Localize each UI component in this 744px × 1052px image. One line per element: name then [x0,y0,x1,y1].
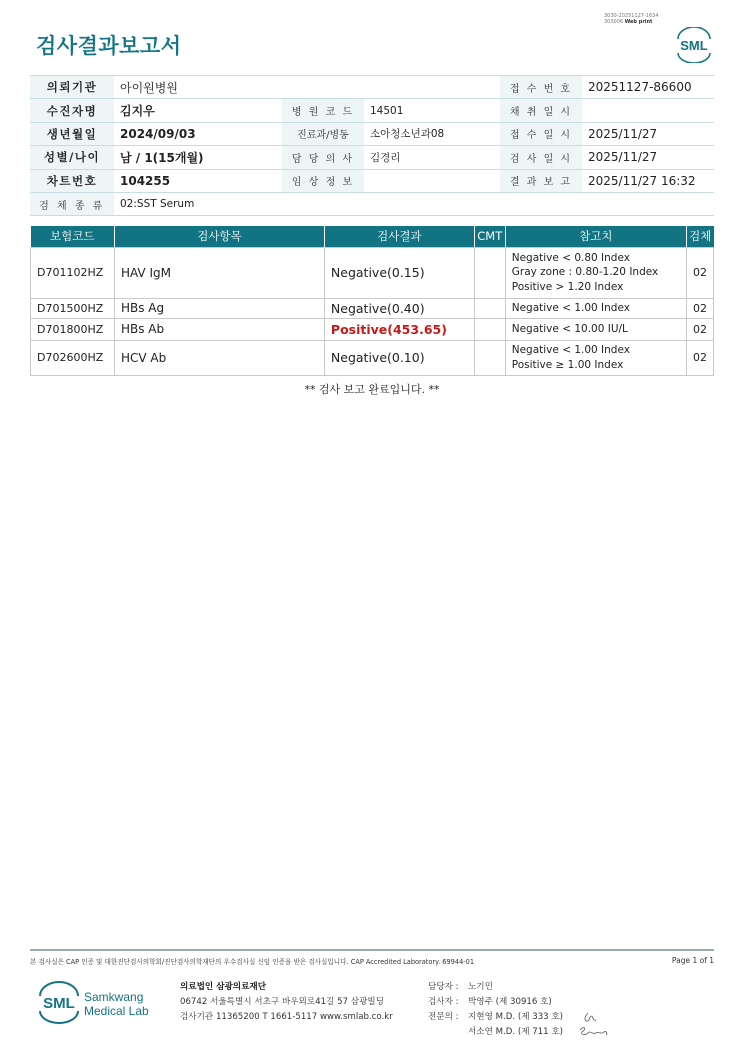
print-meta-line2 [604,19,659,25]
cell-item: HBs Ab [114,318,324,340]
web-print-label: Web print [624,19,653,25]
label-received-time: 접 수 일 시 [500,122,582,145]
cell-item: HBs Ag [114,298,324,318]
info-row [30,192,714,215]
col-header-specimen: 검체 [687,226,714,247]
value-accession-no: 20251127-86600 [582,76,714,99]
value-chart-no: 104255 [114,169,282,192]
cell-specimen: 02 [687,247,714,298]
organization-info [180,980,393,1025]
sml-logo-text: SML [43,995,75,1012]
col-header-cmt: CMT [474,226,505,247]
info-row [30,122,714,145]
staff-role: 담당자 : [428,982,459,992]
label-sex-age: 성별/나이 [30,146,114,169]
results-header-row [31,226,714,247]
info-row [30,76,714,99]
label-physician: 담 당 의 사 [282,146,364,169]
value-sex-age: 남 / 1(15개월) [114,146,282,169]
cell-cmt [474,318,505,340]
col-header-test-item: 검사항목 [114,226,324,247]
org-name: 의료법인 삼광의료재단 [180,982,267,992]
label-department: 진료과/병동 [282,122,364,145]
cell-cmt [474,340,505,375]
print-meta [604,13,659,25]
cell-reference [505,247,686,298]
staff-role [428,1025,468,1040]
print-meta-line1: 3030-20251127-1634 [604,13,659,19]
staff-name: 지현영 M.D. (제 333 호) [468,1012,564,1022]
cell-result: Negative(0.15) [324,247,474,298]
staff-row [428,1025,563,1040]
footer-divider [30,949,714,951]
org-contact: 검사기관 11365200 T 1661-5117 www.smlab.co.kr [180,1012,393,1022]
cell-result-positive: Positive(453.65) [324,318,474,340]
cell-code: D702600HZ [31,340,115,375]
label-requester: 의뢰기관 [30,76,114,99]
accreditation-note: 본 검사실은 CAP 인증 및 대한진단검사의학회/진단검사의학재단의 우수검사실 신임 인증을 받은 검사실입니다. CAP Accredited Laboratory. 69944-01 [30,958,475,966]
value-received-time: 2025/11/27 [582,122,714,145]
table-row [31,340,714,375]
staff-name: 노기민 [468,982,493,992]
cell-reference [505,318,686,340]
value-clinical-info [364,169,500,192]
reference-line: Gray zone : 0.80-1.20 Index [511,266,659,279]
cell-item: HCV Ab [114,340,324,375]
value-requester: 아이원병원 [114,76,500,99]
cell-result: Negative(0.10) [324,340,474,375]
table-row [31,298,714,318]
cell-specimen: 02 [687,298,714,318]
staff-row [428,980,563,995]
cell-item: HAV IgM [114,247,324,298]
print-code: 303006 [604,19,624,25]
staff-role: 검사자 : [428,997,459,1007]
label-specimen-type: 검 체 종 류 [30,192,114,215]
reference-line: Negative < 1.00 Index [511,344,630,356]
col-header-insurance-code: 보험코드 [31,226,115,247]
completion-note: ** 검사 보고 완료입니다. ** [304,383,440,396]
label-accession-no: 접 수 번 호 [500,76,582,99]
staff-row [428,995,563,1010]
value-report-time: 2025/11/27 16:32 [582,169,714,192]
table-row [31,318,714,340]
cell-result: Negative(0.40) [324,298,474,318]
value-department: 소아청소년과08 [364,122,500,145]
results-table [30,226,714,376]
value-hospital-code: 14501 [364,99,500,122]
staff-role: 전문의 : [428,1012,459,1022]
label-collection-time: 채 취 일 시 [500,99,582,122]
label-chart-no: 차트번호 [30,169,114,192]
reference-line: Negative < 10.00 IU/L [511,322,628,335]
page-title: 검사결과보고서 [36,34,182,58]
brand-name [84,990,149,1018]
cell-reference [505,340,686,375]
label-hospital-code: 병 원 코 드 [282,99,364,122]
staff-row [428,1010,563,1025]
brand-line1: Samkwang [84,990,144,1004]
col-header-reference: 참고치 [505,226,686,247]
reference-line: Positive > 1.20 Index [511,280,624,293]
label-report-time: 결 과 보 고 [500,169,582,192]
value-collection-time [582,99,714,122]
sml-logo-icon [36,980,82,1024]
label-clinical-info: 임 상 정 보 [282,169,364,192]
value-specimen-type: 02:SST Serum [114,192,714,215]
value-physician: 김경리 [364,146,500,169]
org-address: 06742 서울특별시 서초구 바우뫼로41길 57 삼광빌딩 [180,997,384,1007]
cell-code: D701500HZ [31,298,115,318]
value-patient-name: 김지우 [114,99,282,122]
cell-reference [505,298,686,318]
table-row [31,247,714,298]
staff-name: 박영주 (제 30916 호) [468,997,552,1007]
info-row [30,99,714,122]
label-birthdate: 생년월일 [30,122,114,145]
sml-logo-text: SML [680,38,708,53]
patient-info-table [30,75,714,216]
brand-line2: Medical Lab [84,1004,149,1018]
staff-name: 서소연 M.D. (제 711 호) [468,1027,564,1037]
cell-code: D701800HZ [31,318,115,340]
col-header-result: 검사결과 [324,226,474,247]
page-indicator: Page 1 of 1 [671,956,714,965]
reference-line: Positive ≥ 1.00 Index [511,358,624,371]
cell-specimen: 02 [687,340,714,375]
label-test-time: 검 사 일 시 [500,146,582,169]
value-birthdate: 2024/09/03 [114,122,282,145]
label-patient-name: 수진자명 [30,99,114,122]
cell-code: D701102HZ [31,247,115,298]
value-test-time: 2025/11/27 [582,146,714,169]
staff-info [428,980,563,1040]
info-row [30,169,714,192]
cell-cmt [474,298,505,318]
cell-specimen: 02 [687,318,714,340]
sml-logo-icon [674,27,714,63]
reference-line: Negative < 1.00 Index [511,301,630,314]
cell-cmt [474,247,505,298]
reference-line: Negative < 0.80 Index [511,251,630,264]
info-row [30,146,714,169]
signature-icon [576,1008,610,1042]
